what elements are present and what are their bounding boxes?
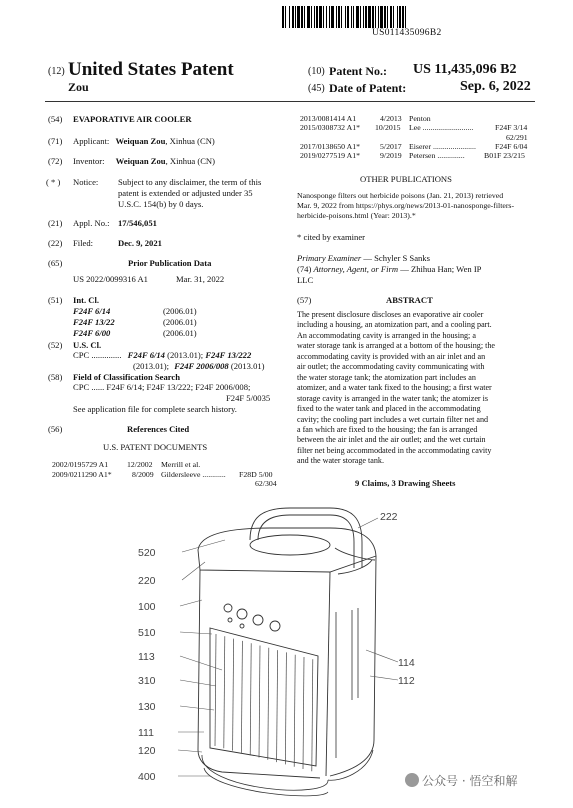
label-112: 112	[398, 675, 415, 687]
grille-slat	[277, 650, 278, 762]
abstract-line: and the water storage tank.	[297, 456, 384, 466]
code-21: (21)	[48, 218, 63, 228]
watermark: 公众号 · 悟空和解	[405, 772, 517, 789]
code-65: (65)	[48, 258, 63, 268]
handle-outline	[250, 508, 362, 568]
abstract-line: atomizer, and a water tank fixed to the housing; a first water	[297, 383, 492, 393]
label-400: 400	[138, 771, 156, 783]
handle-inner	[258, 515, 354, 568]
abstract-line: the water storage tank; the atomization part includes an	[297, 372, 476, 382]
label-45: (45)	[308, 83, 325, 94]
label-520: 520	[138, 547, 156, 559]
abstract-line: An accommodating cavity is arranged in the housing; a	[297, 330, 476, 340]
label-310: 310	[138, 675, 156, 687]
inventor: Inventor: Weiquan Zou, Xinhua (CN)	[73, 156, 215, 166]
references-list-left	[52, 460, 282, 489]
label-100: 100	[138, 601, 156, 613]
abstract-line: cavity; the cooling part includes a wet curtain filter net and	[297, 414, 489, 424]
grille-slat	[285, 652, 286, 764]
filed-label: Filed:	[73, 238, 94, 248]
inventor-short: Zou	[68, 80, 89, 94]
abstract-line: air outlet; the accommodating cavity communicating with	[297, 362, 485, 372]
reference-row: 2009/0211290 A1* 8/2009 Gildersleeve ............ F28D 5/00	[52, 469, 273, 479]
label-220: 220	[138, 575, 156, 587]
field-search-line-3: See application file for complete search history.	[73, 404, 237, 414]
label-111: 111	[138, 727, 154, 739]
abstract-line: water storage tank is arranged at a bottom of the housing; the	[297, 341, 496, 351]
notice-text: Subject to any disclaimer, the term of this patent is extended or adjusted under 35 U.S.C. 154(b) by 0 days.	[118, 177, 262, 209]
references-list-right	[300, 114, 530, 160]
abstract-line: a fan which are fixed to the housing; the fan is arranged	[297, 424, 478, 434]
appl-label: Appl. No.:	[73, 218, 110, 228]
attorney-line-2: LLC	[297, 275, 314, 285]
grille-slat	[294, 655, 295, 767]
date-label: Date of Patent:	[329, 81, 407, 95]
label-10: (10)	[308, 66, 325, 77]
primary-examiner: Primary Examiner — Schyler S Sanks	[297, 253, 430, 263]
code-notice: ( * )	[46, 177, 61, 187]
claims-drawing-sheets: 9 Claims, 3 Drawing Sheets	[355, 478, 456, 488]
wechat-icon	[405, 773, 419, 787]
us-cl-label: U.S. Cl.	[73, 340, 102, 350]
label-130: 130	[138, 701, 156, 713]
reference-row: 2019/0277519 A1* 9/2019 Petersen .............. B01F 23/215	[300, 151, 525, 161]
code-51: (51)	[48, 295, 63, 305]
grille-frame	[210, 628, 318, 766]
int-cl-version: (2006.01)	[163, 306, 197, 316]
top-cap	[198, 528, 376, 556]
patent-drawing	[130, 500, 430, 808]
document-type: United States Patent	[68, 59, 234, 80]
other-publication-text: Nanosponge filters out herbicide poisons (Jan. 21, 2013) retrieved Mar. 9, 2022 from https://phys.org/news/2013-01-nanosponge-filters- herbicide-poisons.html (Year: 2013).*	[297, 191, 515, 220]
abstract-line: filter net being accommodated in the accommodating cavity	[297, 445, 492, 455]
label-120: 120	[138, 745, 156, 757]
abstract-line: fixed to the water tank and placed in the accommodating	[297, 404, 481, 414]
reference-row: 2002/0195729 A1 12/2002 Merrill et al.	[52, 460, 201, 469]
field-search-line-1: CPC ...... F24F 6/14; F24F 13/222; F24F 2006/008;	[73, 382, 251, 392]
grille-lines	[215, 634, 313, 771]
references-heading: References Cited	[127, 424, 190, 434]
reference-row: 62/291	[506, 132, 528, 142]
barcode	[282, 6, 524, 28]
grille-slat	[250, 643, 251, 755]
code-57: (57)	[297, 295, 312, 305]
patent-date: Sep. 6, 2022	[460, 79, 531, 94]
filed-date: Dec. 9, 2021	[118, 238, 162, 248]
label-222: 222	[380, 511, 398, 523]
grille-slat	[259, 646, 260, 758]
code-71: (71)	[48, 136, 63, 146]
abstract-text	[297, 310, 529, 467]
int-cl-version: (2006.01)	[163, 328, 197, 338]
code-54: (54)	[48, 114, 63, 124]
abstract-heading: ABSTRACT	[386, 295, 433, 305]
other-publications-heading: OTHER PUBLICATIONS	[360, 174, 452, 184]
grille-slat	[233, 639, 234, 751]
publication-number: US011435096B2	[372, 28, 442, 38]
reference-row: 62/304	[255, 479, 277, 488]
int-cl-class: F24F 13/22	[73, 317, 115, 327]
grille-slat	[268, 648, 269, 760]
prior-publication-date: Mar. 31, 2022	[176, 274, 225, 284]
notice-label: Notice:	[73, 177, 99, 187]
header-rule	[45, 101, 535, 102]
reference-row: 2017/0138650 A1* 5/2017 Eiserer ...................... F24F 6/04	[300, 141, 528, 151]
abstract-line: The present disclosure discloses an evaporative air cooler	[297, 310, 484, 319]
int-cl-list	[73, 306, 273, 339]
abstract-line: including a housing, an atomization part, and a cooling part.	[297, 320, 492, 330]
prior-publication-heading: Prior Publication Data	[128, 258, 212, 268]
code-56: (56)	[48, 424, 63, 434]
body-side	[330, 556, 376, 776]
grille-slat	[215, 634, 216, 746]
grille-slat	[241, 641, 242, 753]
reference-row: 2013/0081414 A1 4/2013 Penton	[300, 114, 431, 123]
invention-title: EVAPORATIVE AIR COOLER	[73, 114, 192, 124]
grille-slat	[303, 657, 304, 769]
field-search-line-2: F24F 5/0035	[226, 393, 271, 403]
base	[202, 755, 328, 790]
abstract-line: accommodating cavity is provided with an air inlet and an	[297, 351, 486, 361]
cited-by-examiner: * cited by examiner	[297, 232, 366, 242]
attorney: (74) Attorney, Agent, or Firm — Zhihua Han; Wen IP	[297, 264, 482, 274]
abstract-line: storage cavity is arranged in the water tank; the atomizer is	[297, 393, 489, 403]
grille-slat	[312, 659, 313, 771]
int-cl-version: (2006.01)	[163, 317, 197, 327]
code-52: (52)	[48, 340, 63, 350]
prior-publication-number: US 2022/0099316 A1	[73, 274, 148, 284]
label-113: 113	[138, 651, 155, 663]
int-cl-class: F24F 6/14	[73, 306, 111, 316]
patent-number: US 11,435,096 B2	[413, 62, 517, 77]
int-cl-label: Int. Cl.	[73, 295, 100, 305]
barcode-bar	[405, 6, 406, 28]
leader-lines	[178, 518, 398, 776]
field-search-label: Field of Classification Search	[73, 372, 181, 382]
grille-slat	[224, 636, 225, 748]
label-510: 510	[138, 627, 156, 639]
cpc-line-2: (2013.01); F24F 2006/008 (2013.01)	[133, 361, 265, 371]
patent-no-label: Patent No.:	[329, 64, 387, 78]
reference-row: 2015/0308732 A1* 10/2015 Lee .......................... F24F 3/14	[300, 123, 528, 133]
label-114: 114	[398, 657, 415, 669]
code-58: (58)	[48, 372, 63, 382]
abstract-line: between the air inlet and the air outlet; and the wet curtain	[297, 435, 486, 445]
appl-number: 17/546,051	[118, 218, 157, 228]
kind-code-12: (12)	[48, 66, 65, 77]
int-cl-class: F24F 6/00	[73, 328, 111, 338]
code-22: (22)	[48, 238, 63, 248]
code-72: (72)	[48, 156, 63, 166]
us-patent-docs-heading: U.S. PATENT DOCUMENTS	[103, 442, 208, 452]
cpc-line-1: CPC .............. F24F 6/14 (2013.01); F24F 13/222	[73, 350, 252, 360]
applicant: Applicant: Weiquan Zou, Xinhua (CN)	[73, 136, 215, 146]
